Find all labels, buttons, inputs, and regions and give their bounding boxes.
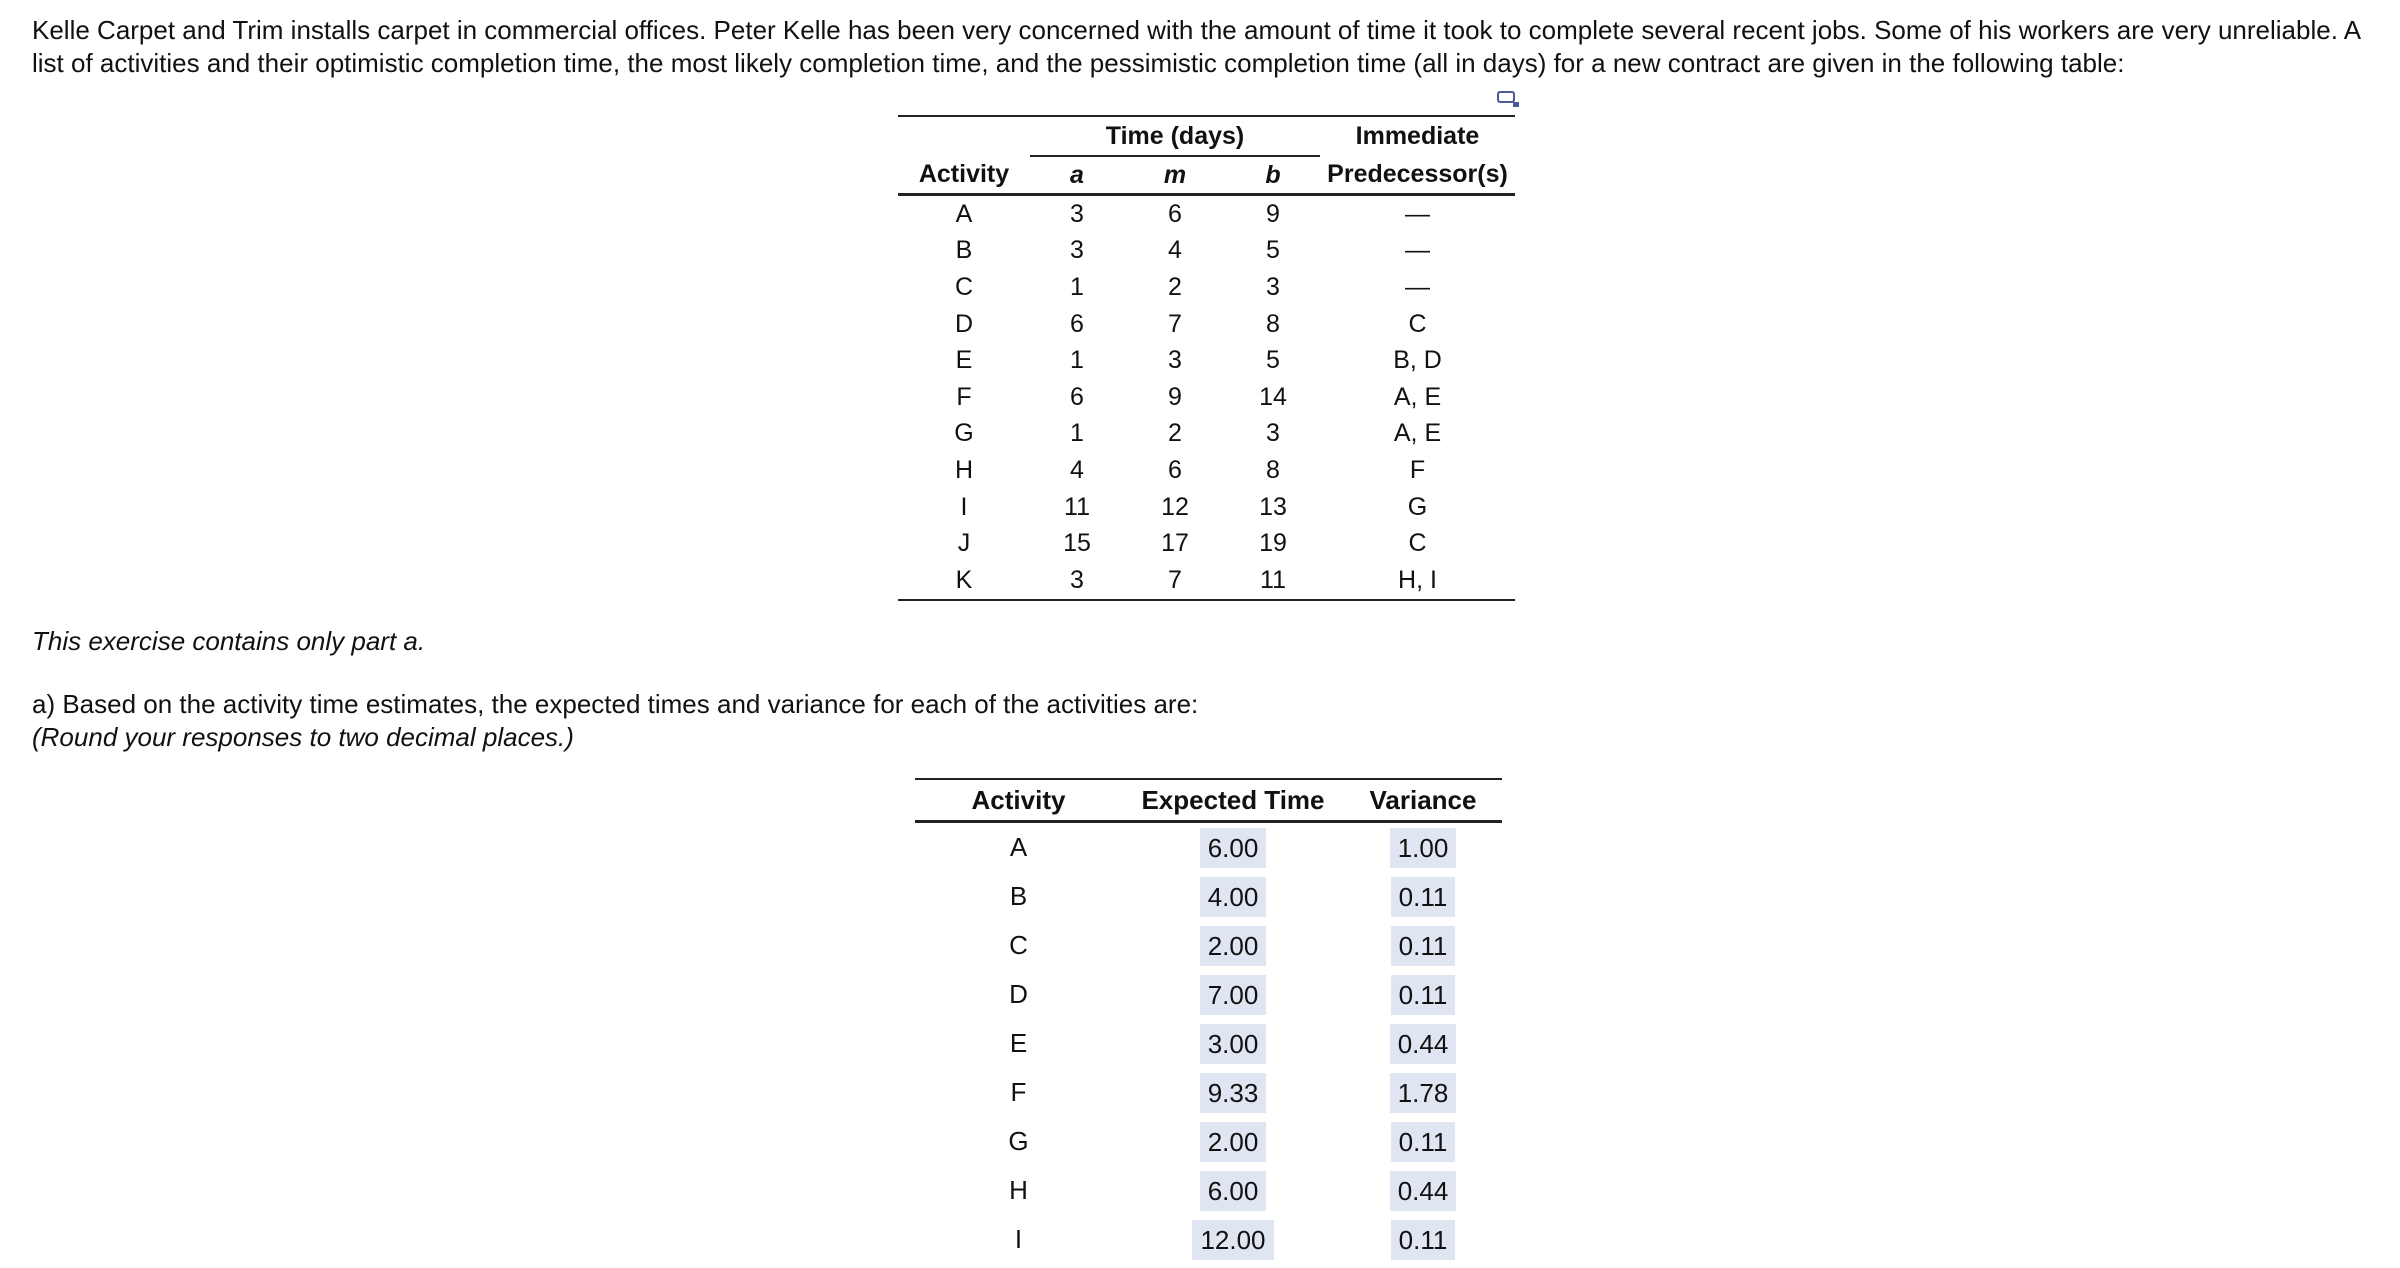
a-cell: 3: [1030, 562, 1124, 600]
table-row: [915, 1068, 1502, 1117]
variance-answer[interactable]: 0.11: [1391, 1122, 1456, 1162]
m-cell: 9: [1168, 382, 1182, 411]
part-a-prompt: [32, 688, 1198, 754]
activity-cell: K: [898, 562, 1030, 600]
b-cell: 14: [1259, 382, 1287, 411]
expected-time-cell: [1122, 1117, 1344, 1166]
expected-time-cell: [1122, 970, 1344, 1019]
activity-cell: G: [1008, 1126, 1029, 1156]
activity-time-table: [898, 115, 1515, 601]
m-cell: 6: [1168, 199, 1182, 228]
table-row: [915, 1019, 1502, 1068]
activity-cell: C: [1009, 930, 1028, 960]
header-spacer: [898, 116, 1030, 156]
expected-time-answer[interactable]: 3.00: [1200, 1024, 1267, 1064]
predecessor-cell: B, D: [1393, 346, 1442, 375]
header-a: a: [1030, 156, 1124, 195]
variance-cell: [1344, 872, 1502, 921]
a-cell: 15: [1063, 529, 1091, 558]
activity-cell: D: [1009, 979, 1028, 1009]
a-cell: 1: [1070, 272, 1084, 301]
problem-intro: Kelle Carpet and Trim installs carpet in commercial offices. Peter Kelle has been very concerned with the amount of time it took to complete several recent jobs. Some of his workers are very unreliable. A list of activities and their optimistic completion time, the most likely completion time, and the pessimistic completion time (all in days) for a new contract are given in the following table:: [32, 15, 2360, 78]
expected-time-cell: [1122, 921, 1344, 970]
header-expected-time: Expected Time: [1122, 779, 1344, 822]
variance-cell: [1344, 921, 1502, 970]
activity-cell: B: [955, 236, 973, 265]
variance-cell: [1344, 822, 1502, 873]
a-cell: 6: [1070, 382, 1084, 411]
variance-cell: [1344, 970, 1502, 1019]
a-cell: 1: [1070, 346, 1084, 375]
variance-cell: [1344, 1068, 1502, 1117]
expected-time-answer[interactable]: 6.00: [1200, 1171, 1267, 1211]
table-row: [915, 872, 1502, 921]
predecessor-cell: G: [1407, 492, 1428, 521]
activity-cell: I: [1014, 1224, 1023, 1254]
m-cell: 7: [1168, 309, 1182, 338]
b-cell: 8: [1266, 309, 1280, 338]
activity-cell: H: [1009, 1175, 1028, 1205]
variance-answer[interactable]: 0.11: [1391, 926, 1456, 966]
m-cell: 7: [1124, 562, 1226, 600]
variance-answer[interactable]: 1.00: [1390, 828, 1457, 868]
m-cell: 2: [1168, 419, 1182, 448]
variance-answer[interactable]: 0.44: [1390, 1171, 1457, 1211]
variance-answer[interactable]: 0.11: [1391, 975, 1456, 1015]
activity-cell: C: [954, 272, 974, 301]
table-row: [898, 306, 1515, 343]
expected-time-answer[interactable]: 7.00: [1200, 975, 1267, 1015]
a-cell: 6: [1070, 309, 1084, 338]
table-row: [915, 970, 1502, 1019]
activity-cell: E: [955, 346, 973, 375]
activity-cell: J: [957, 529, 971, 558]
table-row: [898, 525, 1515, 562]
expected-time-cell: [1122, 872, 1344, 921]
b-cell: 5: [1266, 346, 1280, 375]
b-cell: 9: [1266, 199, 1280, 228]
expected-time-variance-table: [915, 778, 1502, 1264]
table-row: [898, 416, 1515, 453]
table-row: [915, 1166, 1502, 1215]
expected-time-answer[interactable]: 4.00: [1200, 877, 1267, 917]
activity-cell: A: [1009, 832, 1028, 862]
expected-time-answer[interactable]: 12.00: [1192, 1220, 1273, 1260]
predecessor-cell: —: [1405, 272, 1430, 301]
table-row: [898, 379, 1515, 416]
m-cell: 2: [1168, 272, 1182, 301]
expected-time-cell: [1122, 1068, 1344, 1117]
variance-answer[interactable]: 0.44: [1390, 1024, 1457, 1064]
activity-cell: G: [954, 419, 974, 448]
header-variance: Variance: [1344, 779, 1502, 822]
a-cell: 4: [1070, 455, 1084, 484]
activity-cell: B: [1009, 881, 1028, 911]
predecessor-cell: C: [1408, 529, 1427, 558]
expected-time-cell: [1122, 822, 1344, 873]
header-activity: Activity: [915, 779, 1122, 822]
table-row: [898, 562, 1515, 600]
header-predecessor-line2: Predecessor(s): [1320, 156, 1515, 195]
variance-cell: [1344, 1117, 1502, 1166]
b-cell: 3: [1266, 272, 1280, 301]
expected-time-answer[interactable]: 9.33: [1200, 1073, 1267, 1113]
variance-cell: [1344, 1166, 1502, 1215]
header-b: b: [1226, 156, 1320, 195]
expected-time-answer[interactable]: 6.00: [1200, 828, 1267, 868]
table-row: [898, 269, 1515, 306]
header-time-days: Time (days): [1030, 116, 1320, 156]
header-activity: Activity: [898, 156, 1030, 195]
predecessor-cell: C: [1408, 309, 1427, 338]
predecessor-cell: A, E: [1393, 419, 1442, 448]
b-cell: 8: [1266, 455, 1280, 484]
expected-time-cell: [1122, 1215, 1344, 1264]
expected-time-cell: [1122, 1019, 1344, 1068]
variance-cell: [1344, 1019, 1502, 1068]
predecessor-cell: H, I: [1320, 562, 1515, 600]
b-cell: 11: [1226, 562, 1320, 600]
expected-time-answer[interactable]: 2.00: [1200, 926, 1267, 966]
activity-cell: E: [1009, 1028, 1028, 1058]
variance-answer[interactable]: 1.78: [1390, 1073, 1457, 1113]
activity-cell: F: [956, 382, 972, 411]
m-cell: 12: [1161, 492, 1189, 521]
part-note: This exercise contains only part a.: [32, 626, 426, 656]
table-row: [898, 233, 1515, 270]
activity-cell: D: [954, 309, 974, 338]
predecessor-cell: A, E: [1393, 382, 1442, 411]
m-cell: 3: [1168, 346, 1182, 375]
m-cell: 6: [1168, 455, 1182, 484]
predecessor-cell: F: [1409, 455, 1426, 484]
variance-answer[interactable]: 0.11: [1391, 877, 1456, 917]
b-cell: 13: [1259, 492, 1287, 521]
table-row: [915, 1215, 1502, 1264]
table-row: [915, 1117, 1502, 1166]
a-cell: 1: [1070, 419, 1084, 448]
table-row: [898, 195, 1515, 233]
a-cell: 3: [1070, 199, 1084, 228]
table-row: [915, 822, 1502, 873]
rounding-instruction: (Round your responses to two decimal places.): [32, 722, 574, 752]
a-cell: 3: [1070, 236, 1084, 265]
table-row: [915, 921, 1502, 970]
predecessor-cell: —: [1405, 199, 1430, 228]
predecessor-cell: —: [1405, 236, 1430, 265]
part-a-question: a) Based on the activity time estimates, the expected times and variance for each of the activities are:: [32, 689, 1199, 719]
copy-table-icon[interactable]: [1496, 89, 1522, 111]
a-cell: 11: [1064, 492, 1090, 521]
expected-time-answer[interactable]: 2.00: [1200, 1122, 1267, 1162]
expected-time-cell: [1122, 1166, 1344, 1215]
header-m: m: [1124, 156, 1226, 195]
variance-cell: [1344, 1215, 1502, 1264]
m-cell: 17: [1161, 529, 1189, 558]
activity-cell: A: [955, 199, 973, 228]
variance-answer[interactable]: 0.11: [1391, 1220, 1456, 1260]
activity-cell: H: [954, 455, 974, 484]
b-cell: 19: [1259, 529, 1287, 558]
b-cell: 5: [1266, 236, 1280, 265]
table-row: [898, 489, 1515, 526]
header-predecessor-line1: Immediate: [1320, 116, 1515, 156]
table-row: [898, 452, 1515, 489]
activity-cell: I: [960, 492, 968, 521]
activity-cell: F: [1010, 1077, 1027, 1107]
b-cell: 3: [1266, 419, 1280, 448]
table-row: [898, 342, 1515, 379]
m-cell: 4: [1168, 236, 1182, 265]
